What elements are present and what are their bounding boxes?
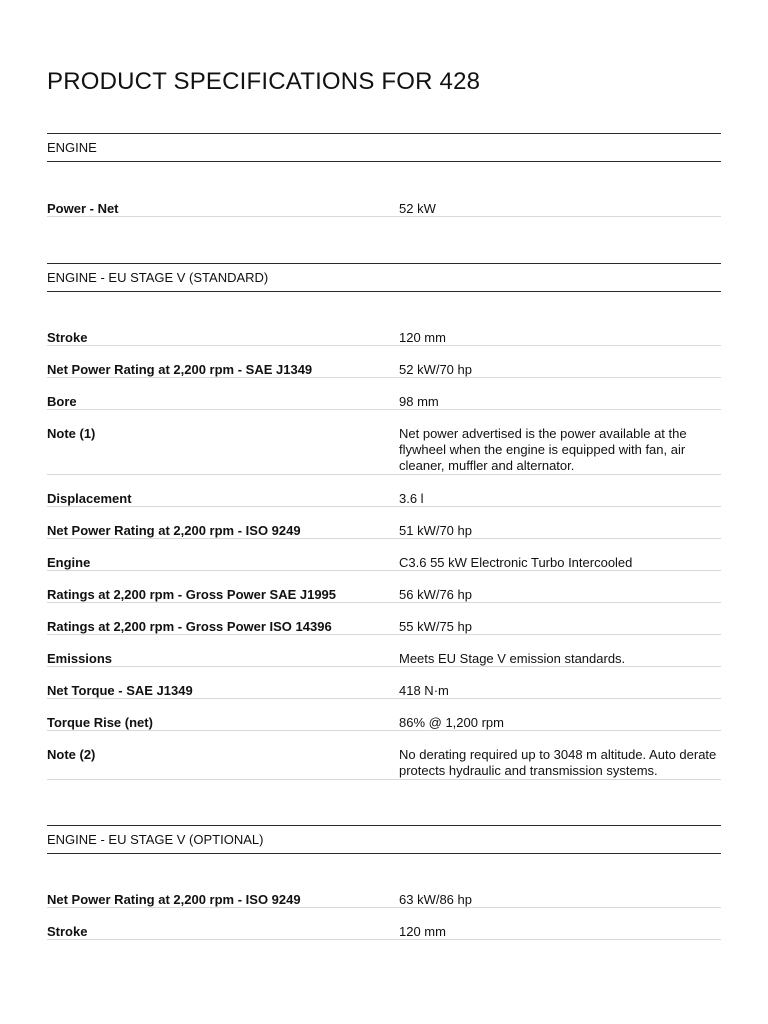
spec-value: 120 mm (399, 924, 446, 939)
spec-row (47, 491, 721, 507)
spec-row (47, 330, 721, 346)
spec-value: 120 mm (399, 330, 446, 345)
spec-label: Bore (47, 394, 77, 409)
spec-value: Meets EU Stage V emission standards. (399, 651, 626, 666)
spec-value: C3.6 55 kW Electronic Turbo Intercooled (399, 555, 633, 570)
spec-value: 56 kW/76 hp (399, 587, 472, 602)
section-heading-engine: ENGINE (47, 133, 721, 162)
spec-label: Stroke (47, 924, 88, 939)
spec-row (47, 683, 721, 699)
spec-value: 52 kW/70 hp (399, 362, 472, 377)
spec-row (47, 747, 721, 780)
page-title: PRODUCT SPECIFICATIONS FOR 428 (47, 68, 481, 95)
spec-row (47, 715, 721, 731)
section-heading-engine-eu-stage-v-optional: ENGINE - EU STAGE V (OPTIONAL) (47, 825, 721, 854)
spec-value: No derating required up to 3048 m altitude. Auto derate protects hydraulic and transmission systems. (399, 747, 717, 778)
spec-row (47, 394, 721, 410)
spec-label: Note (1) (47, 426, 96, 441)
spec-row (47, 201, 721, 217)
spec-value: 63 kW/86 hp (399, 892, 472, 907)
spec-label: Power - Net (47, 201, 119, 216)
spec-label: Torque Rise (net) (47, 715, 153, 730)
spec-row (47, 426, 721, 475)
spec-label: Displacement (47, 491, 132, 506)
spec-label: Net Power Rating at 2,200 rpm - ISO 9249 (47, 892, 301, 907)
section-heading-engine-eu-stage-v-standard: ENGINE - EU STAGE V (STANDARD) (47, 263, 721, 292)
spec-label: Engine (47, 555, 91, 570)
spec-label: Net Torque - SAE J1349 (47, 683, 193, 698)
spec-value: Net power advertised is the power available at the flywheel when the engine is equipped with fan, air cleaner, muffler and alternator. (399, 426, 687, 473)
spec-row (47, 362, 721, 378)
spec-label: Emissions (47, 651, 113, 666)
spec-row (47, 924, 721, 940)
spec-value: 52 kW (399, 201, 436, 216)
spec-value: 3.6 l (399, 491, 424, 506)
spec-row (47, 651, 721, 667)
spec-label: Note (2) (47, 747, 96, 762)
spec-row (47, 555, 721, 571)
spec-label: Ratings at 2,200 rpm - Gross Power SAE J1995 (47, 587, 337, 602)
spec-value: 86% @ 1,200 rpm (399, 715, 504, 730)
spec-value: 418 N·m (399, 683, 449, 698)
spec-value: 98 mm (399, 394, 439, 409)
spec-row (47, 619, 721, 635)
spec-label: Ratings at 2,200 rpm - Gross Power ISO 14396 (47, 619, 332, 634)
spec-row (47, 892, 721, 908)
spec-row (47, 523, 721, 539)
spec-label: Stroke (47, 330, 88, 345)
spec-value: 51 kW/70 hp (399, 523, 472, 538)
spec-value: 55 kW/75 hp (399, 619, 472, 634)
spec-label: Net Power Rating at 2,200 rpm - SAE J1349 (47, 362, 313, 377)
spec-label: Net Power Rating at 2,200 rpm - ISO 9249 (47, 523, 301, 538)
spec-row (47, 587, 721, 603)
